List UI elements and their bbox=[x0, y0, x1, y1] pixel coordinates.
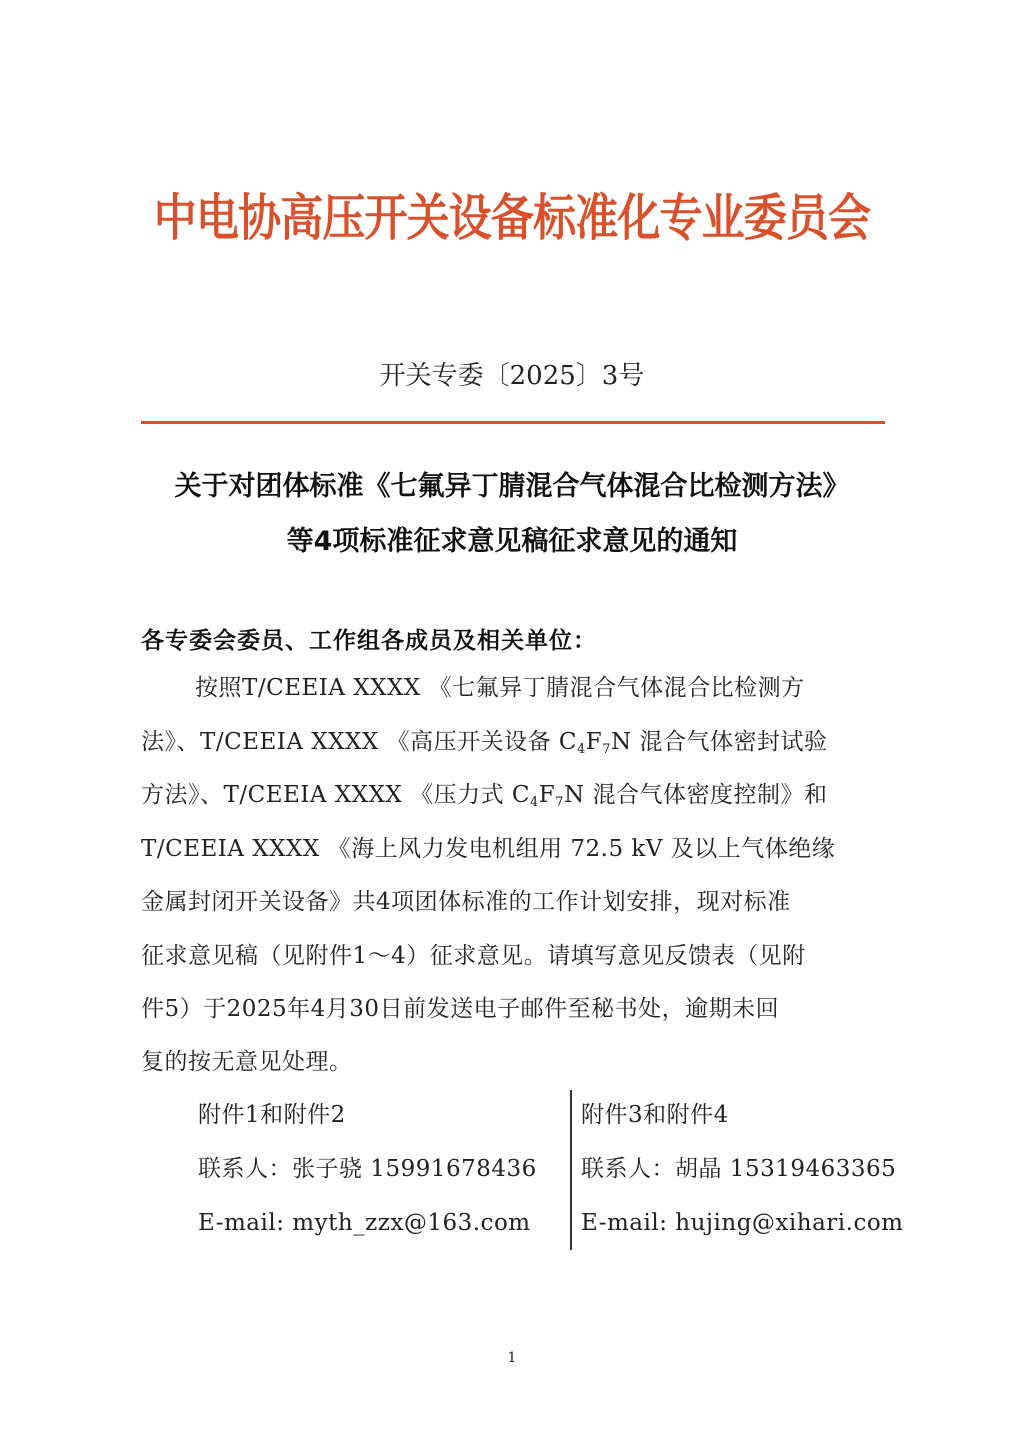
body-line: 按照T/CEEIA XXXX 《七氟异丁腈混合气体混合比检测方 bbox=[195, 675, 805, 701]
contact-email: E-mail: hujing@xihari.com bbox=[581, 1210, 904, 1236]
notice-title-line-2: 等4项标准征求意见稿征求意见的通知 bbox=[286, 526, 738, 557]
body-text: F bbox=[538, 782, 556, 808]
body-line: 金属封闭开关设备》共4项团体标准的工作计划安排，现对标准 bbox=[141, 889, 791, 915]
attachments-label: 附件3和附件4 bbox=[581, 1102, 729, 1128]
header-divider bbox=[141, 421, 885, 424]
body-text: 法》、T/CEEIA XXXX 《高压开关设备 C bbox=[141, 729, 577, 755]
page-number: 1 bbox=[507, 1350, 517, 1366]
contact-person: 联系人：张子骁 15991678436 bbox=[198, 1156, 537, 1182]
body-text: N 混合气体密封试验 bbox=[611, 729, 828, 755]
body-text: 方法》、T/CEEIA XXXX 《压力式 C bbox=[141, 782, 530, 808]
notice-title-line-1: 关于对团体标准《七氟异丁腈混合气体混合比检测方法》 bbox=[174, 471, 850, 502]
subscript: 4 bbox=[530, 795, 539, 810]
body-text: F bbox=[585, 729, 603, 755]
attachments-label: 附件1和附件2 bbox=[198, 1102, 346, 1128]
body-line: 征求意见稿（见附件1～4）征求意见。请填写意见反馈表（见附 bbox=[141, 943, 806, 969]
contact-email: E-mail: myth_zzx@163.com bbox=[198, 1210, 531, 1236]
subscript: 7 bbox=[602, 742, 612, 757]
salutation: 各专委会委员、工作组各成员及相关单位： bbox=[141, 628, 597, 654]
contact-block-right bbox=[581, 1100, 961, 1262]
document-number: 开关专委〔2025〕3号 bbox=[379, 361, 645, 391]
subscript: 4 bbox=[577, 742, 586, 757]
body-line: 件5）于2025年4月30日前发送电子邮件至秘书处，逾期未回 bbox=[141, 996, 780, 1022]
body-line: 复的按无意见处理。 bbox=[141, 1049, 353, 1075]
contact-block-left bbox=[198, 1100, 578, 1262]
body-text: N 混合气体密度控制》和 bbox=[564, 782, 828, 808]
contact-divider bbox=[570, 1090, 572, 1250]
body-line: T/CEEIA XXXX 《海上风力发电机组用 72.5 kV 及以上气体绝缘 bbox=[141, 836, 836, 862]
body-line bbox=[141, 727, 901, 765]
contact-person: 联系人：胡晶 15319463365 bbox=[581, 1156, 897, 1182]
body-line bbox=[141, 780, 901, 818]
org-title: 中电协高压开关设备标准化专业委员会 bbox=[153, 189, 871, 247]
subscript: 7 bbox=[555, 795, 565, 810]
